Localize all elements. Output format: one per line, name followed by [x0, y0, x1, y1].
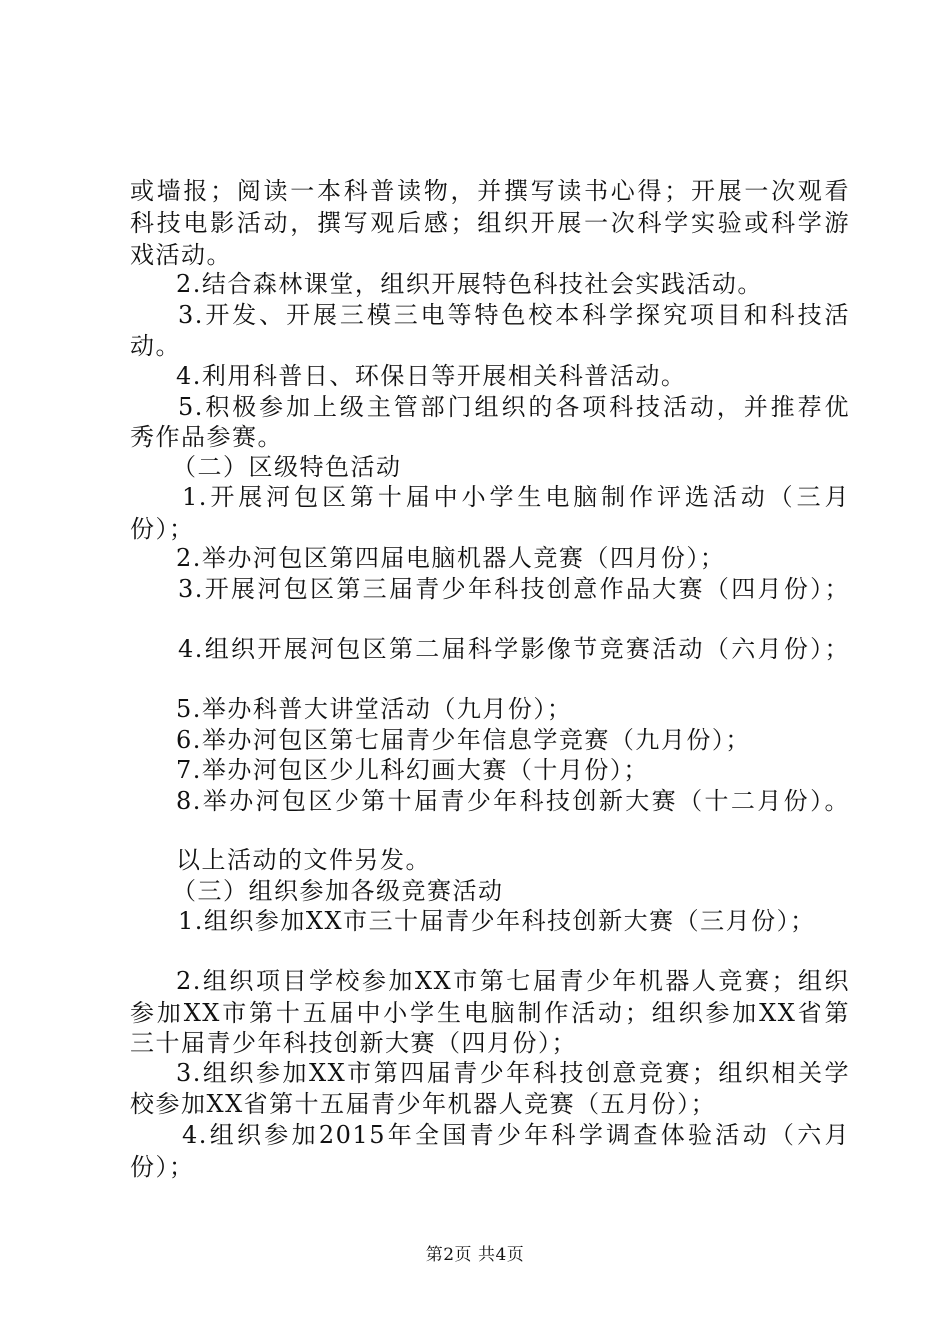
text-line: 校参加XX省第十五届青少年机器人竞赛（五月份）；: [130, 1090, 717, 1118]
list-item: 3.开展河包区第三届青少年科技创意作品大赛（四月份）；: [178, 575, 850, 603]
text-line: 以上活动的文件另发。: [176, 846, 431, 874]
list-item: 3.组织参加XX市第四届青少年科技创意竞赛；组织相关学: [176, 1059, 850, 1087]
text-line: 或墙报；阅读一本科普读物，并撰写读书心得；开展一次观看: [130, 177, 850, 205]
list-item: 1.开展河包区第十届中小学生电脑制作评选活动（三月: [182, 483, 850, 511]
list-item: 2.组织项目学校参加XX市第七届青少年机器人竞赛；组织: [176, 967, 850, 995]
list-item: 4.组织参加2015年全国青少年科学调查体验活动（六月: [182, 1121, 850, 1149]
list-item: 7.举办河包区少儿科幻画大赛（十月份）；: [176, 756, 649, 784]
list-item: 4.利用科普日、环保日等开展相关科普活动。: [176, 362, 687, 390]
text-line: 戏活动。: [130, 241, 232, 269]
list-item: 6.举办河包区第七届青少年信息学竞赛（九月份）；: [176, 726, 751, 754]
list-item: 2.举办河包区第四届电脑机器人竞赛（四月份）；: [176, 544, 726, 572]
section-heading: （二）区级特色活动: [172, 453, 402, 481]
text-line: 科技电影活动，撰写观后感；组织开展一次科学实验或科学游: [130, 209, 850, 237]
list-item: 5.举办科普大讲堂活动（九月份）；: [176, 695, 573, 723]
text-line: 份）；: [130, 515, 195, 543]
text-line: 三十届青少年科技创新大赛（四月份）；: [130, 1029, 577, 1057]
section-heading: （三）组织参加各级竞赛活动: [172, 877, 504, 905]
list-item: 5.积极参加上级主管部门组织的各项科技活动，并推荐优: [178, 393, 850, 421]
text-line: 参加XX市第十五届中小学生电脑制作活动；组织参加XX省第: [130, 999, 850, 1027]
list-item: 8.举办河包区少第十届青少年科技创新大赛（十二月份）。: [176, 787, 850, 815]
text-line: 动。: [130, 332, 181, 360]
list-item: 4.组织开展河包区第二届科学影像节竞赛活动（六月份）；: [178, 635, 850, 663]
list-item: 1.组织参加XX市三十届青少年科技创新大赛（三月份）；: [178, 907, 816, 935]
list-item: 2.结合森林课堂，组织开展特色科技社会实践活动。: [176, 270, 763, 298]
page-footer: 第2页 共4页: [425, 1245, 525, 1265]
text-line: 份）；: [130, 1153, 195, 1181]
list-item: 3.开发、开展三模三电等特色校本科学探究项目和科技活: [178, 301, 850, 329]
text-line: 秀作品参赛。: [130, 423, 283, 451]
